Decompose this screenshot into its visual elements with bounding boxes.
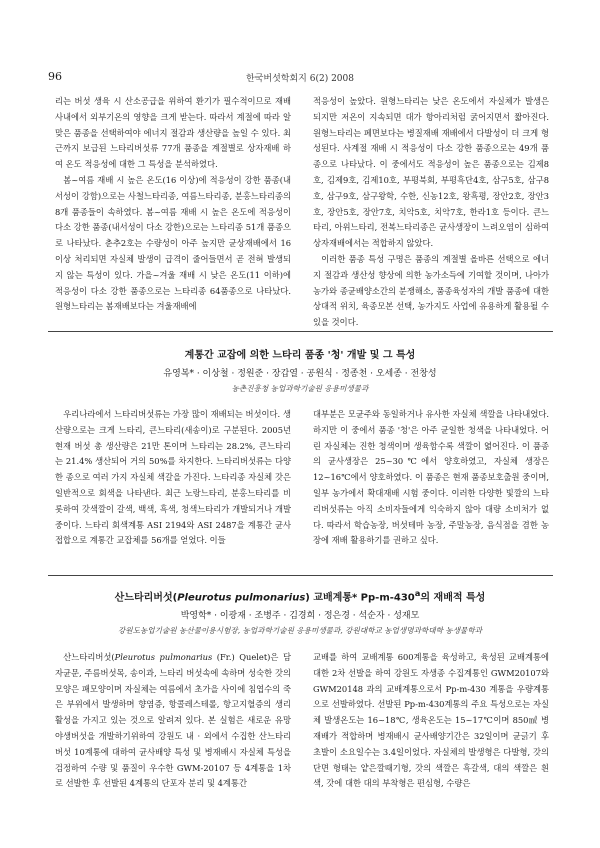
section1-right-column (313, 94, 549, 331)
title-superscript: a (414, 588, 421, 598)
paragraph: 리는 버섯 생육 시 산소공급을 위하여 환기가 필수적이므로 재배사내에서 외부기온의 영향을 크게 받는다. 따라서 계절에 따라 알맞은 품종을 선택하여야 에너지 절감과 생산량을 높일 수 있다. 최근까지 보급된 느타리버섯류 77개 품종을 계절별로 상자재배 하여 온도 적응성에 대한 그 특성을 분석하였다. (55, 96, 291, 170)
paragraph: 적응성이 높았다. 원형느타리는 낮은 온도에서 자실체가 발생은 되지만 저온이 지속되면 대가 항아리처럼 굵어지면서 짧아진다. 원형느타리는 페면보다는 병질재배 재배에서 다발성이 더 크게 형성된다. 사계절 재배 시 적응성이 다소 강한 품종으로는 49개 품종으로 나타났다. 이 중에서도 적응성이 높은 품종으로는 김제8호, 김제9호, 김제10호, 부평북회, 부평흑단4호, 삼구5호, 삼구8호, 삼구9호, 삼구왕학, 수한, 신농12호, 왕흑평, 장안2호, 장안3호, 장안5호, 장안7호, 치악5호, 치악7호, 한라1호 등이다. 큰느타리, 아위느타리, 전복느타리종은 균사생장이 느려오염이 심하여 상자재배에서는 적합하지 않았다. (313, 96, 549, 249)
paragraph: 봄~여름 재배 시 높은 온도(16 이상)에 적응성이 강한 품종(내서성이 강함)으로는 사철느타리종, 여름느타리종, 분홍느타리종의 8개 품종들이 속하였다. 봄~여름 재배 시 높은 온도에 적응성이 다소 강한 품종(내서성이 다소 강한)으로는 느타리종 51개 품종으로 나타났다. 춘추2호는 수량성이 아주 높지만 균상재배에서 16 이상 처리되면 자실체 발생이 급격이 줄어들면서 곧 전혀 발생되지 않는 특성이 있다. 가을~겨울 재배 시 낮은 온도(11 이하)에 적응성이 다소 강한 품종으로는 느타리종 64품종으로 나타났다. 원형느타리는 봄재배보다는 겨울재배에 (55, 174, 291, 312)
section2-right-column (313, 407, 549, 549)
section3-right-column (313, 650, 549, 792)
species-name: Pleurotus pulmonarius (114, 652, 213, 662)
section2-left-column (55, 407, 291, 549)
section3-left-column (55, 650, 291, 792)
species-name: Pleurotus pulmonarius (177, 592, 306, 604)
paragraph: 이러한 품종 특성 구명은 품종의 계절별 올바른 선택으로 에너지 절감과 생산성 향상에 의한 농가소득에 기여할 것이며, 나아가 농가와 종균배양소간의 분쟁해소, 품종육성자의 개발 품종에 대한 상대적 위치, 육종모본 선택, 농가지도 사업에 유용하게 활용될 수 있을 것이다. (313, 253, 549, 328)
abstract-authors: 유영복* · 이상철 · 정원준 · 장갑열 · 공원식 · 정종천 · 오세종 · 전창성 (163, 369, 437, 379)
journal-citation: 한국버섯학회지 6(2) 2008 (246, 74, 354, 84)
title-middle: ) 교배계통* Pp-m-430 (305, 592, 415, 604)
abstract-title (0, 588, 600, 603)
running-header (0, 70, 600, 86)
page-number: 96 (48, 70, 62, 83)
text-run: 본 실험은 새로운 유망 야생버섯을 개발하기위하여 강원도 내 · 외에서 수집한 산느타리버섯 10계통에 대하여 균사배양 특성 및 병재배시 자실체 특성을 검정하여 수량 및 품질이 우수한 GWM-20107 등 4계통을 1차로 선발한 후 선발된 4계통의 단포자 분리 및 4계통간 (55, 715, 292, 789)
paragraph: 대부분은 모균주와 동일하거나 유사한 자실체 색깔을 나타내었다. 하지만 이 중에서 품종 '청'은 아주 균일한 청색을 나타내었다. 어린 자실체는 진한 청색이며 생육함수록 색깔이 엷어진다. 이 품종의 균사생장은 25~30℃에서 양호하였고, 자실체 생장은 12~16℃에서 양호하였다. 이 품종은 현재 품종보호출원 중이며, 일부 농가에서 확대재배 시험 중이다. 이러한 다양한 빛깔의 느타리버섯류는 아직 소비자들에게 익숙하지 않아 대량 소비처가 없다. 따라서 학습농장, 버섯테마 농장, 주말농장, 음식점을 겸한 농장에 재배 활용하기를 권하고 싶다. (313, 409, 549, 546)
paragraph (55, 650, 291, 792)
text-run: (Fr.) Quelet)은 담자균문, 주름버섯목, 송이과, 느타리 버섯속에 속하며 성숙한 갓의 모양은 패모양이며 자실체는 여름에서 초가을 사이에 침엽수의 죽은 부위에서 발생하며 향염증, 항콜레스테롤, 항고지혈증의 생리활성을 가지고 있는 것으로 알려져 있다. (55, 652, 291, 726)
section-divider (48, 575, 553, 576)
title-suffix: 의 재배적 특성 (420, 592, 486, 604)
abstract-affiliation: 농촌진흥청 농업과학기술원 응용미생물과 (231, 384, 369, 393)
title-prefix: 산느타리버섯( (114, 592, 178, 604)
abstract-title: 계통간 교잡에 의한 느타리 품종 '청' 개발 및 그 특성 (184, 350, 416, 361)
text-run: 산느타리버섯( (63, 652, 115, 662)
abstract-affiliation: 강원도농업기술원 농산물이용시험장, 농업과학기술원 응용미생물과, 강원대학교 농업생명과학대학 농생물학과 (117, 626, 483, 635)
abstract-authors: 박영학* · 이광재 · 조병주 · 김경희 · 정은경 · 석순자 · 성재모 (180, 611, 420, 621)
paragraph: 우리나라에서 느타리버섯류는 가장 많이 재배되는 버섯이다. 생산량으로는 크게 느타리, 큰느타리(새송이)로 구분된다. 2005년 현재 버섯 총 생산량은 21만 톤이며 느타리는 28.2%, 큰느타리는 21.4% 생산되어 거의 50%를 차지한다. 느타리버섯류는 다양한 종으로 여러 가지 자실체 색갈을 가진다. 느타리종 자실체 갓은 일반적으로 회색을 나타낸다. 최근 노랑느타리, 분홍느타리를 비롯하여 갓색깔이 갈색, 백색, 흑색, 청색느타리가 개발되거나 개발중이다. 느타리 회색계통 ASI 2194와 ASI 2487을 계통간 균사접합으로 계통간 교잡체를 56개를 얻었다. 이들 (55, 409, 291, 546)
section-divider (48, 331, 553, 332)
section1-left-column (55, 94, 291, 315)
paragraph: 교배를 하여 교배계통 600계통을 육성하고, 육성된 교배계통에 대한 2차 선발을 하여 강원도 자생종 수집계통인 GWM20107와 GWM20148 과의 교배계통으로서 Pp-m-430 계통을 우량계통으로 선발하였다. 선발된 Pp-m-430계통의 주요 특성으로는 자실체 발생온도는 16~18℃, 생육온도는 15~17℃이며 850㎖ 병재배가 적합하며 병재배시 균사배양기간은 32일이며 균긁기 후 초발이 소요일수는 3.4일이었다. 자실체의 발생형은 다발형, 갓의 단면 형태는 얕은깔때기형, 갓의 색깔은 흑갈색, 대의 색깔은 흰색, 갓에 대한 대의 부착형은 편심형, 수량은 (313, 652, 549, 789)
